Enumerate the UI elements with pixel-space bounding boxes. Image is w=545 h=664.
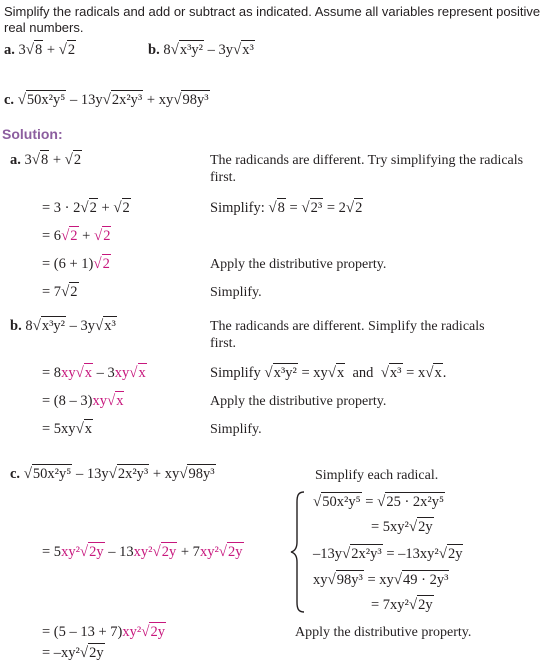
work-line-5 bbox=[371, 598, 434, 613]
radicand: 8 bbox=[34, 42, 43, 58]
solution-c-step2-note: Apply the distributive property. bbox=[295, 625, 472, 640]
radical-sign: √ bbox=[108, 466, 117, 482]
step-text: = 5xy² bbox=[371, 519, 409, 535]
solution-c-note: Simplify each radical. bbox=[315, 468, 439, 483]
step-text: = 6 bbox=[42, 228, 62, 244]
solution-c-step2 bbox=[42, 625, 166, 640]
radical-sign: √ bbox=[79, 544, 89, 560]
step-text: = (8 – 3) bbox=[42, 393, 93, 409]
radical-sign: √ bbox=[93, 228, 103, 244]
radicand: 2 bbox=[89, 200, 97, 216]
radical-sign: √ bbox=[345, 200, 355, 216]
operator: + bbox=[97, 200, 114, 216]
radicand: 2y bbox=[447, 546, 463, 562]
factor: xy bbox=[114, 365, 130, 381]
radical-sign: √ bbox=[129, 365, 138, 381]
solution-b-step3 bbox=[42, 422, 93, 437]
operator: + bbox=[78, 228, 94, 244]
factor: xy² bbox=[122, 624, 142, 640]
radicand: 49 · 2y³ bbox=[403, 572, 449, 588]
radicand: 98y³ bbox=[336, 572, 363, 588]
note-text: = xy bbox=[297, 365, 328, 381]
step-text: –13y bbox=[313, 546, 342, 562]
work-line-2 bbox=[371, 520, 434, 535]
radicand: 2 bbox=[70, 284, 78, 300]
radicand: 98y³ bbox=[182, 92, 209, 108]
radicand: 2 bbox=[67, 42, 76, 58]
radicand: 2 bbox=[122, 200, 130, 216]
operator: – 3 bbox=[93, 365, 115, 381]
step-text: = 5xy bbox=[42, 421, 76, 437]
label-c: c. bbox=[10, 466, 21, 482]
solution-a-step4-note: Simplify. bbox=[210, 285, 262, 300]
note-text: = x bbox=[402, 365, 426, 381]
radicand: 50x²y⁵ bbox=[32, 466, 72, 482]
radical-sign: √ bbox=[17, 92, 26, 108]
radicand: 2x²y³ bbox=[351, 546, 382, 562]
work-line-4 bbox=[313, 573, 449, 588]
factor: xy² bbox=[61, 544, 80, 560]
step-text: = 8 bbox=[42, 365, 62, 381]
radicand: 50x²y⁵ bbox=[322, 494, 361, 510]
factor: xy² bbox=[133, 544, 153, 560]
solution-b-note: The radicands are different. Simplify the radicals first. bbox=[210, 319, 485, 351]
radical-sign: √ bbox=[170, 42, 179, 58]
radicand: 2y bbox=[150, 624, 165, 640]
radicand: 8 bbox=[40, 152, 49, 168]
label-b: b. bbox=[148, 42, 160, 58]
operator: – 13 bbox=[104, 544, 134, 560]
solution-a-step4 bbox=[42, 285, 79, 300]
label-a: a. bbox=[10, 152, 21, 168]
solution-b-step3-note: Simplify. bbox=[210, 422, 262, 437]
solution-a-note: The radicands are different. Try simplifying the radicals first. bbox=[210, 153, 524, 185]
note-text: Simplify: bbox=[210, 200, 269, 216]
radical-sign: √ bbox=[58, 42, 67, 58]
radical-sign: √ bbox=[380, 365, 389, 381]
radical-sign: √ bbox=[64, 152, 73, 168]
step-text: = –13xy² bbox=[382, 546, 439, 562]
problem-b bbox=[148, 43, 255, 58]
factor: xy² bbox=[199, 544, 219, 560]
radicand: x bbox=[84, 365, 93, 381]
radical-sign: √ bbox=[438, 546, 447, 562]
radicand: x³y² bbox=[179, 42, 204, 58]
solution-a-problem bbox=[10, 153, 82, 168]
note-text: and bbox=[345, 365, 381, 381]
radicand: 2y bbox=[89, 645, 104, 661]
radicand: 50x²y⁵ bbox=[26, 92, 66, 108]
radical-sign: √ bbox=[25, 42, 34, 58]
solution-b-step1 bbox=[42, 366, 147, 381]
radicand: 2y bbox=[228, 544, 243, 560]
radicand: 2y bbox=[418, 597, 433, 613]
solution-c-step3 bbox=[42, 646, 105, 661]
radicand: 2x²y³ bbox=[117, 466, 149, 482]
radical-sign: √ bbox=[23, 466, 32, 482]
step-text: = 7 bbox=[42, 284, 62, 300]
solution-b-problem bbox=[10, 319, 117, 334]
radical-sign: √ bbox=[264, 365, 273, 381]
radical-sign: √ bbox=[61, 284, 70, 300]
radicand: x³ bbox=[104, 318, 116, 334]
operator: – 3y bbox=[66, 318, 96, 334]
radicand: 2y bbox=[418, 519, 433, 535]
step-text: = xy bbox=[363, 572, 394, 588]
solution-c-step1 bbox=[42, 545, 244, 560]
radical-sign: √ bbox=[425, 365, 434, 381]
radical-sign: √ bbox=[327, 572, 336, 588]
radicand: x³ bbox=[242, 42, 254, 58]
radicand: 2 bbox=[70, 228, 78, 244]
radical-sign: √ bbox=[95, 318, 104, 334]
note-text: = bbox=[285, 200, 302, 216]
left-brace bbox=[288, 490, 308, 614]
solution-a-step1 bbox=[42, 201, 131, 216]
radical-sign: √ bbox=[179, 466, 188, 482]
step-text: = 5 bbox=[42, 544, 62, 560]
operator: – 13y bbox=[72, 466, 109, 482]
instructions: Simplify the radicals and add or subtract as indicated. Assume all variables represent positive real numbers. bbox=[4, 4, 541, 35]
radicand: x³ bbox=[389, 365, 402, 381]
note-text: . bbox=[442, 365, 447, 381]
radical-sign: √ bbox=[61, 228, 70, 244]
radical-sign: √ bbox=[75, 421, 84, 437]
radical-sign: √ bbox=[75, 365, 84, 381]
solution-heading: Solution: bbox=[2, 126, 63, 142]
radical-sign: √ bbox=[31, 152, 40, 168]
coef: 8 bbox=[25, 318, 33, 334]
radicand: 2x²y³ bbox=[111, 92, 143, 108]
radicand: 2 bbox=[102, 256, 110, 272]
operator: + xy bbox=[143, 92, 174, 108]
radicand: x bbox=[337, 365, 345, 381]
radical-sign: √ bbox=[102, 92, 111, 108]
radicand: 8 bbox=[277, 200, 285, 216]
radical-sign: √ bbox=[313, 494, 322, 510]
radical-sign: √ bbox=[393, 572, 403, 588]
problem-c bbox=[4, 93, 210, 108]
solution-b-step2-note: Apply the distributive property. bbox=[210, 394, 387, 409]
radical-sign: √ bbox=[106, 393, 116, 409]
radical-sign: √ bbox=[79, 645, 89, 661]
coef: 3 bbox=[18, 42, 26, 58]
solution-a-step3-note: Apply the distributive property. bbox=[210, 257, 387, 272]
radical-sign: √ bbox=[218, 544, 228, 560]
radical-sign: √ bbox=[141, 624, 150, 640]
radical-sign: √ bbox=[301, 200, 310, 216]
radical-sign: √ bbox=[173, 92, 182, 108]
label-a: a. bbox=[4, 42, 15, 58]
operator: – 3y bbox=[204, 42, 234, 58]
radical-sign: √ bbox=[327, 365, 336, 381]
radicand: 2 bbox=[73, 152, 82, 168]
operator: + bbox=[43, 42, 59, 58]
step-text: = –xy² bbox=[42, 645, 80, 661]
radical-sign: √ bbox=[408, 519, 418, 535]
solution-b-step1-note bbox=[210, 366, 446, 381]
work-line-1 bbox=[313, 495, 445, 510]
work-line-3 bbox=[313, 547, 463, 562]
solution-c-problem bbox=[10, 467, 216, 482]
solution-a-step1-note bbox=[210, 201, 363, 216]
radical-sign: √ bbox=[408, 597, 418, 613]
radical-sign: √ bbox=[80, 200, 89, 216]
radicand: 2 bbox=[103, 228, 111, 244]
solution-a-step2 bbox=[42, 229, 111, 244]
coef: 8 bbox=[163, 42, 171, 58]
solution-b-step2 bbox=[42, 394, 124, 409]
radical-sign: √ bbox=[233, 42, 242, 58]
label-c: c. bbox=[4, 92, 15, 108]
radicand: 2y bbox=[89, 544, 104, 560]
radicand: x bbox=[116, 393, 124, 409]
radical-sign: √ bbox=[268, 200, 277, 216]
radical-sign: √ bbox=[32, 318, 41, 334]
radicand: x bbox=[84, 421, 93, 437]
factor: xy bbox=[92, 393, 107, 409]
radicand: x³y² bbox=[41, 318, 66, 334]
radicand: 98y³ bbox=[188, 466, 215, 482]
step-text: = 3 · 2 bbox=[42, 200, 81, 216]
operator: – 13y bbox=[66, 92, 103, 108]
radicand: 2³ bbox=[310, 200, 323, 216]
note-text: Simplify bbox=[210, 365, 265, 381]
step-text: = 7xy² bbox=[371, 597, 409, 613]
radical-sign: √ bbox=[342, 546, 351, 562]
radical-sign: √ bbox=[113, 200, 122, 216]
radicand: 25 · 2x²y⁵ bbox=[386, 494, 445, 510]
solution-a-step3 bbox=[42, 257, 111, 272]
step-text: = (6 + 1) bbox=[42, 256, 94, 272]
operator: + bbox=[49, 152, 65, 168]
radicand: x bbox=[434, 365, 442, 381]
step-text: xy bbox=[313, 572, 328, 588]
coef: 3 bbox=[24, 152, 32, 168]
factor: xy bbox=[61, 365, 76, 381]
step-text: = (5 – 13 + 7) bbox=[42, 624, 123, 640]
note-text: = 2 bbox=[323, 200, 346, 216]
operator: + 7 bbox=[177, 544, 200, 560]
radicand: 2 bbox=[355, 200, 363, 216]
operator: = bbox=[361, 494, 378, 510]
label-b: b. bbox=[10, 318, 22, 334]
radicand: 2y bbox=[161, 544, 177, 560]
radicand: x bbox=[138, 365, 146, 381]
radical-sign: √ bbox=[152, 544, 161, 560]
radicand: x³y² bbox=[273, 365, 297, 381]
operator: + xy bbox=[149, 466, 180, 482]
radical-sign: √ bbox=[93, 256, 102, 272]
problem-a bbox=[4, 43, 76, 58]
radical-sign: √ bbox=[377, 494, 386, 510]
